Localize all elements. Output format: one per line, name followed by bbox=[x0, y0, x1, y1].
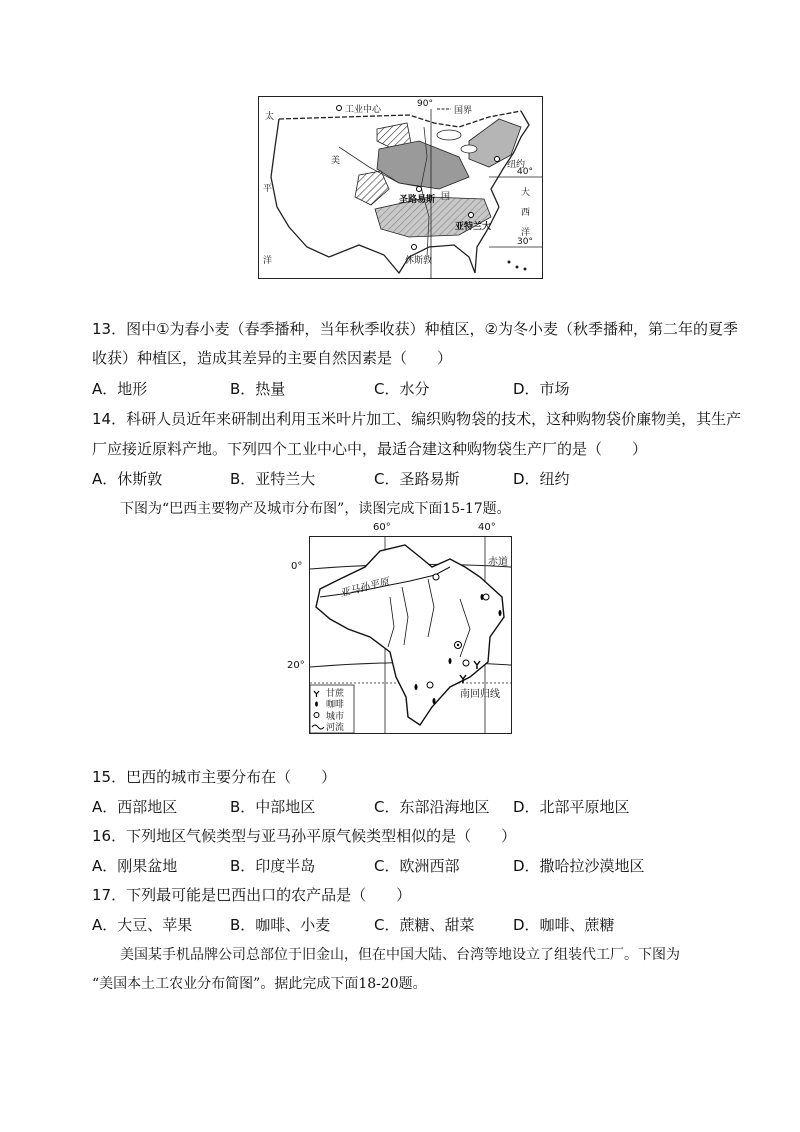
q13-option-b[interactable]: B．热量 bbox=[230, 380, 286, 398]
q16-option-d[interactable]: D．撒哈拉沙漠地区 bbox=[513, 857, 645, 875]
atlanta-label: 亚特兰大 bbox=[455, 222, 492, 232]
coffee-symbol bbox=[433, 698, 436, 704]
city-dot bbox=[433, 574, 439, 580]
usa-intro-line1: 美国某手机品牌公司总部位于旧金山，但在中国大陆、台湾等地设立了组装代工厂。下图为 bbox=[120, 947, 680, 963]
legend-city-label: 城市 bbox=[326, 712, 345, 722]
q15-option-c[interactable]: C．东部沿海地区 bbox=[374, 798, 490, 816]
atlantic-char-3: 洋 bbox=[521, 228, 531, 238]
question-16: 16．下列地区气候类型与亚马孙平原气候类型相似的是（ ） bbox=[92, 827, 517, 845]
q16-option-c[interactable]: C．欧洲西部 bbox=[374, 857, 460, 875]
pacific-char-1: 太 bbox=[265, 112, 275, 122]
question-15: 15．巴西的城市主要分布在（ ） bbox=[92, 768, 337, 786]
q13-option-a[interactable]: A．地形 bbox=[92, 380, 148, 398]
houston-label: 休斯敦 bbox=[405, 256, 433, 266]
q17-option-a[interactable]: A．大豆、苹果 bbox=[92, 916, 193, 934]
legend-river-label: 河流 bbox=[326, 723, 345, 733]
coffee-symbol bbox=[499, 610, 502, 616]
pacific-char-3: 洋 bbox=[263, 256, 273, 266]
stlouis-city-dot bbox=[417, 187, 422, 192]
city-dot bbox=[427, 682, 433, 688]
legend-city-symbol bbox=[337, 106, 342, 111]
corn-belt-zone bbox=[377, 141, 469, 189]
houston-city-dot bbox=[412, 245, 417, 250]
atlantic-char-1: 大 bbox=[521, 188, 531, 198]
brazil-meridian-40-label: 40° bbox=[478, 522, 496, 533]
q17-option-c[interactable]: C．蔗糖、甜菜 bbox=[374, 916, 475, 934]
newyork-label: 纽约 bbox=[507, 160, 526, 170]
atlantic-char-2: 西 bbox=[521, 208, 531, 218]
question-14-line1: 14．科研人员近年来研制出利用玉米叶片加工、编织购物袋的技术，这种购物袋价廉物美，其生产 bbox=[92, 410, 742, 428]
legend-coffee-label: 咖啡 bbox=[326, 700, 345, 710]
coffee-symbol bbox=[449, 658, 452, 664]
q14-option-d[interactable]: D．纽约 bbox=[513, 470, 570, 488]
brazil-products-map bbox=[309, 536, 512, 734]
q14-option-c[interactable]: C．圣路易斯 bbox=[374, 470, 460, 488]
meridian-90-label: 90° bbox=[417, 99, 433, 109]
q14-option-a[interactable]: A．休斯敦 bbox=[92, 470, 163, 488]
q13-option-d[interactable]: D．市场 bbox=[513, 380, 570, 398]
q15-option-b[interactable]: B．中部地区 bbox=[230, 798, 316, 816]
latitude-30-label: 30° bbox=[517, 237, 533, 247]
q13-option-c[interactable]: C．水分 bbox=[374, 380, 430, 398]
usa-intro-line2: “美国本土工农业分布简图”。据此完成下面18-20题。 bbox=[92, 976, 427, 992]
west-coast bbox=[271, 119, 329, 257]
q16-option-b[interactable]: B．印度半岛 bbox=[230, 857, 316, 875]
brazil-equator-0-label: 0° bbox=[291, 561, 303, 572]
q15-option-d[interactable]: D．北部平原地区 bbox=[513, 798, 630, 816]
legend-city-label: 工业中心 bbox=[345, 105, 382, 115]
question-14-line2: 厂应接近原料产地。下列四个工业中心中，最适合建这种购物袋生产厂的是（ ） bbox=[92, 440, 648, 458]
city-dot bbox=[483, 594, 489, 600]
stlouis-label: 圣路易斯 bbox=[399, 195, 436, 205]
brazil-latitude-20-label: 20° bbox=[287, 660, 305, 671]
equator-label: 赤道 bbox=[488, 557, 508, 568]
amazon-plain-label: 亚马孙平原 bbox=[338, 576, 391, 600]
usa-map-drawing bbox=[259, 97, 542, 278]
brazil-map-intro: 下图为“巴西主要物产及城市分布图”，读图完成下面15-17题。 bbox=[120, 501, 511, 517]
question-13-line2: 收获）种植区，造成其差异的主要自然因素是（ ） bbox=[92, 349, 453, 367]
legend-sugarcane-label: 甘蔗 bbox=[326, 689, 345, 699]
legend-city-symbol bbox=[314, 713, 319, 718]
winter-wheat-zone bbox=[355, 171, 389, 205]
atlanta-city-dot bbox=[469, 213, 474, 218]
coffee-symbol bbox=[481, 594, 484, 600]
q14-option-b[interactable]: B．亚特兰大 bbox=[230, 470, 316, 488]
q17-option-b[interactable]: B．咖啡、小麦 bbox=[230, 916, 331, 934]
tropic-label: 南回归线 bbox=[460, 689, 500, 700]
brazil-meridian-60-label: 60° bbox=[373, 522, 391, 533]
country-char-1: 美 bbox=[331, 156, 341, 166]
q16-option-a[interactable]: A．刚果盆地 bbox=[92, 857, 178, 875]
q17-option-d[interactable]: D．咖啡、蔗糖 bbox=[513, 916, 615, 934]
legend-coffee-symbol bbox=[315, 701, 318, 706]
question-13-line1: 13．图中①为春小麦（春季播种，当年秋季收获）种植区，②为冬小麦（秋季播种，第二年的夏季 bbox=[92, 320, 738, 338]
legend-border-label: 国界 bbox=[454, 106, 473, 116]
pacific-char-2: 平 bbox=[263, 184, 273, 194]
usa-industry-map bbox=[258, 96, 543, 279]
coffee-symbol bbox=[415, 684, 418, 690]
q15-option-a[interactable]: A．西部地区 bbox=[92, 798, 178, 816]
question-17: 17．下列最可能是巴西出口的农产品是（ ） bbox=[92, 886, 412, 904]
city-dot bbox=[463, 660, 469, 666]
latitude-40-label: 40° bbox=[517, 167, 533, 177]
newyork-city-dot bbox=[495, 157, 500, 162]
country-char-2: 国 bbox=[441, 192, 451, 202]
